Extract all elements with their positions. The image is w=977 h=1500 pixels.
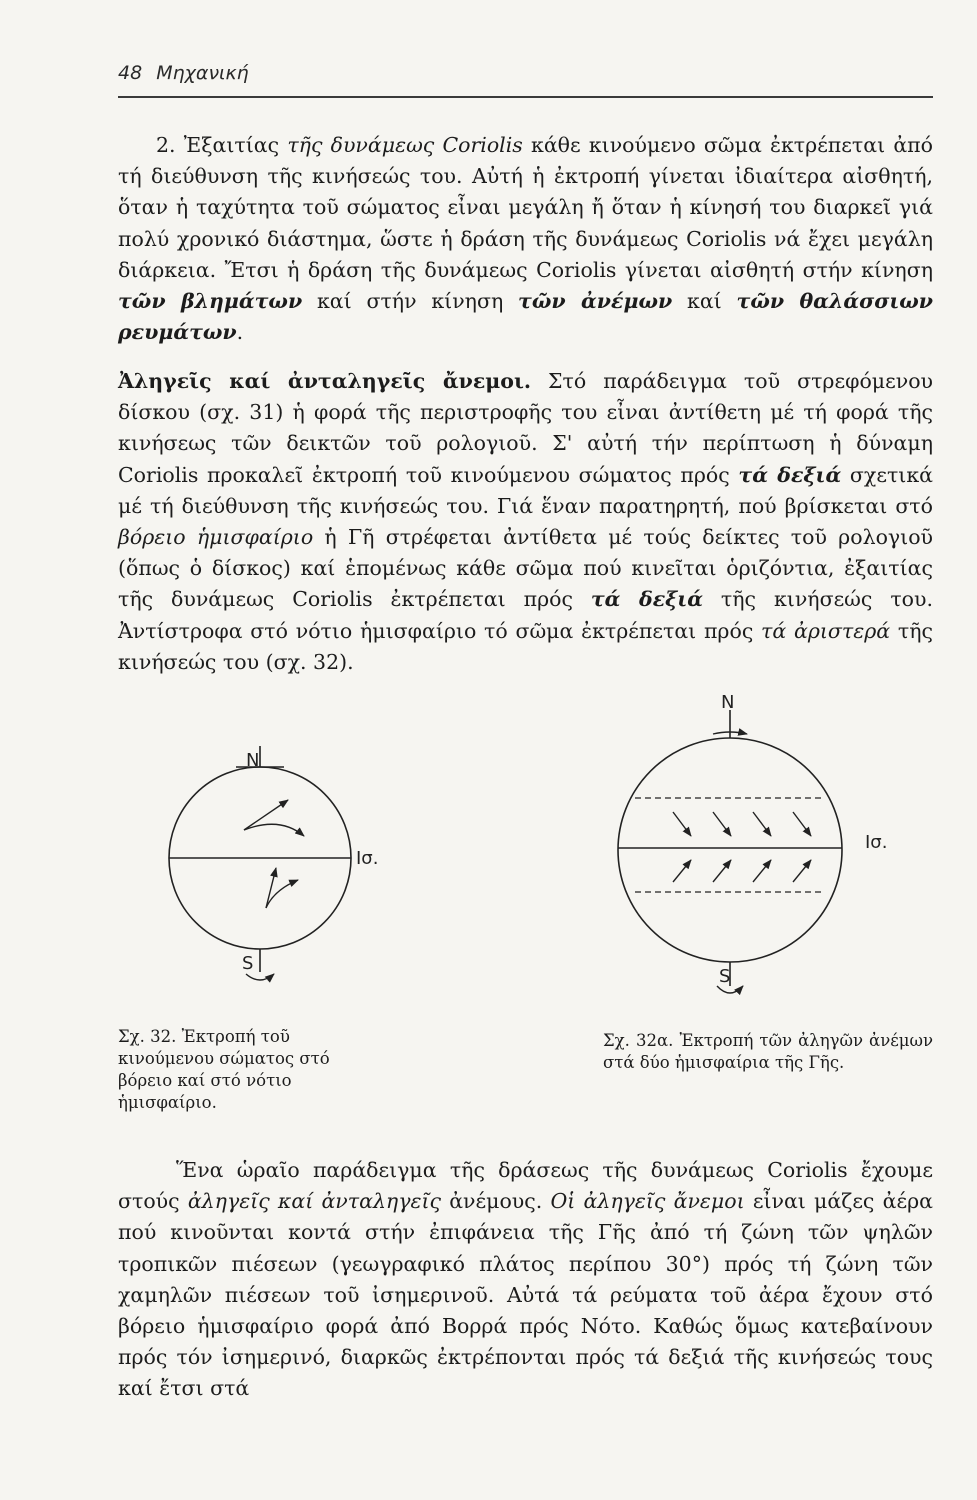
rotation-arrow-south xyxy=(246,974,274,980)
running-header xyxy=(118,62,249,84)
fig32a-south-label: S xyxy=(719,966,731,987)
p2-right1: τά δεξιά xyxy=(738,462,842,487)
p3-i1: ἀληγεῖς καί ἀνταληγεῖς xyxy=(187,1189,441,1214)
p3-i2: Οἱ ἀληγεῖς ἄνεμοι xyxy=(550,1189,745,1214)
p2-t5: τῆς κινήσεώς του (σχ. 32). xyxy=(118,618,933,674)
trade-wind-arrow-n3 xyxy=(753,812,771,836)
trade-wind-arrow-n1 xyxy=(673,812,691,836)
p1-start: 2. Ἐξαιτίας xyxy=(156,133,288,157)
p3-t3: εἶναι μάζες ἀέρα πού κινοῦνται κοντά στήν ἐπιφάνεια τῆς Γῆς ἀπό τή ζώνη τῶν ψηλῶν τροπικῶν πιέσεων (γεωγραφικό πλάτος περίπου 30°) πρός τή ζώνη τῶν χαμηλῶν πιέσεων τοῦ ἰσημερινοῦ. Αὐτά τά ρεύματα τοῦ ἀέρα ἔχουν στό βόρειο ἡμισφαίριο φορά ἀπό Βορρά πρός Νότο. Καθώς ὅμως κατεβαίνουν πρός τόν ἰσημερινό, διαρκῶς ἐκτρέπονται πρός τά δεξιά τῆς κινήσεώς τους καί ἔτσι στά xyxy=(118,1189,933,1401)
fig32a-north-label: N xyxy=(721,692,735,713)
trade-wind-arrow-s3 xyxy=(753,860,771,882)
p2-right2: τά δεξιά xyxy=(590,587,703,612)
p3-t2: ἀνέμους. xyxy=(441,1189,551,1214)
figure-32a xyxy=(575,690,935,1010)
p1-and1: καί στήν κίνηση xyxy=(302,289,519,314)
p1-currents: τῶν θαλάσσιων ρευμάτων xyxy=(118,289,933,345)
p2-left: τά ἀριστερά xyxy=(761,618,891,643)
p2-t4: τῆς κινήσεώς του. Ἀντίστροφα στό νότιο ἡμισφαίριο τό σῶμα ἐκτρέπεται πρός xyxy=(118,587,933,643)
p1-winds: τῶν ἀνέμων xyxy=(518,289,673,314)
section-heading: Ἀληγεῖς καί ἀνταληγεῖς ἄνεμοι. xyxy=(118,369,532,393)
chapter-title: Μηχανική xyxy=(156,62,249,84)
trade-wind-arrow-s4 xyxy=(793,860,811,882)
fig32-north-label: N xyxy=(246,750,260,771)
header-rule xyxy=(118,96,933,98)
fig32-equator-label: Ισ. xyxy=(356,848,379,869)
deflected-arrow-north xyxy=(244,824,304,836)
p2-t1: Στό παράδειγμα τοῦ στρεφόμενου δίσκου (σχ. 31) ἡ φορά τῆς περιστροφῆς του εἶναι ἀντίθετη μέ τή φορά τῆς κινήσεως τῶν δεικτῶν τοῦ ρολογιοῦ. Σ' αὐτή τήν περίπτωση ἡ δύναμη Coriolis προκαλεῖ ἐκτροπή τοῦ κινούμενου σώματος πρός xyxy=(118,369,933,487)
figure-32a-diagram xyxy=(575,690,935,1010)
deflected-arrow-south xyxy=(266,880,298,908)
figure-32 xyxy=(118,740,438,1010)
trade-wind-arrow-s2 xyxy=(713,860,731,882)
p1-end: . xyxy=(236,320,244,345)
caption-fig32a: Σχ. 32α. Ἐκτροπή τῶν ἀληγῶν ἀνέμων στά δύο ἡμισφαίρια τῆς Γῆς. xyxy=(603,1031,933,1072)
trade-wind-arrow-n4 xyxy=(793,812,811,836)
p3-t1: Ἕνα ὡραῖο παράδειγμα τῆς δράσεως τῆς δυνάμεως Coriolis ἔχουμε στούς xyxy=(118,1158,933,1214)
paragraph-coriolis-intro xyxy=(118,130,933,348)
p2-north: βόρειο ἡμισφαίριο xyxy=(118,525,314,550)
page-number: 48 xyxy=(118,62,143,84)
p1-middle: κάθε κινούμενο σῶμα ἐκτρέπεται ἀπό τή διεύθυνση τῆς κινήσεώς του. Αὐτή ἡ ἐκτροπή γίνεται ἰδιαίτερα αἰσθητή, ὅταν ἡ ταχύτητα τοῦ σώματος εἶναι μεγάλη ἤ ὅταν ἡ κίνησή του διαρκεῖ γιά πολύ χρονικό διάστημα, ὥστε ἡ δράση τῆς δυνάμεως Coriolis νά ἔχει μεγάλη διάρκεια. Ἔτσι ἡ δράση τῆς δυνάμεως Coriolis γίνεται αἰσθητή στήν κίνηση xyxy=(118,133,933,282)
p2-t3: ἡ Γῆ στρέφεται ἀντίθετα μέ τούς δείκτες τοῦ ρολογιοῦ (ὅπως ὁ δίσκος) καί ἑπομένως κάθε σῶμα πού κινεῖται ὁριζόντια, ἐξαιτίας τῆς δυνάμεως Coriolis ἐκτρέπεται πρός xyxy=(118,525,934,612)
p1-projectiles: τῶν βλημάτων xyxy=(118,289,303,314)
p2-t2: σχετικά μέ τή διεύθυνση τῆς κινήσεώς του. Γιά ἕναν παρατηρητή, πού βρίσκεται στό xyxy=(118,462,933,518)
p1-coriolis-term: τῆς δυνάμεως Coriolis xyxy=(287,133,523,157)
motion-arrow-south xyxy=(266,868,276,908)
fig32-south-label: S xyxy=(242,953,254,974)
caption-fig32: Σχ. 32. Ἐκτροπή τοῦ κινούμενου σώματος στό βόρειο καί στό νότιο ἡμισφαίριο. xyxy=(118,1027,330,1112)
globe-circle xyxy=(618,738,842,962)
paragraph-trade-winds-example xyxy=(118,1155,933,1405)
figure-32-diagram xyxy=(118,740,438,1010)
fig32a-equator-label: Ισ. xyxy=(865,832,888,853)
trade-wind-arrow-s1 xyxy=(673,860,691,882)
p1-and2: καί xyxy=(672,289,737,314)
rotation-arrow-south xyxy=(717,986,743,993)
paragraph-trade-winds xyxy=(118,366,933,678)
trade-wind-arrow-n2 xyxy=(713,812,731,836)
